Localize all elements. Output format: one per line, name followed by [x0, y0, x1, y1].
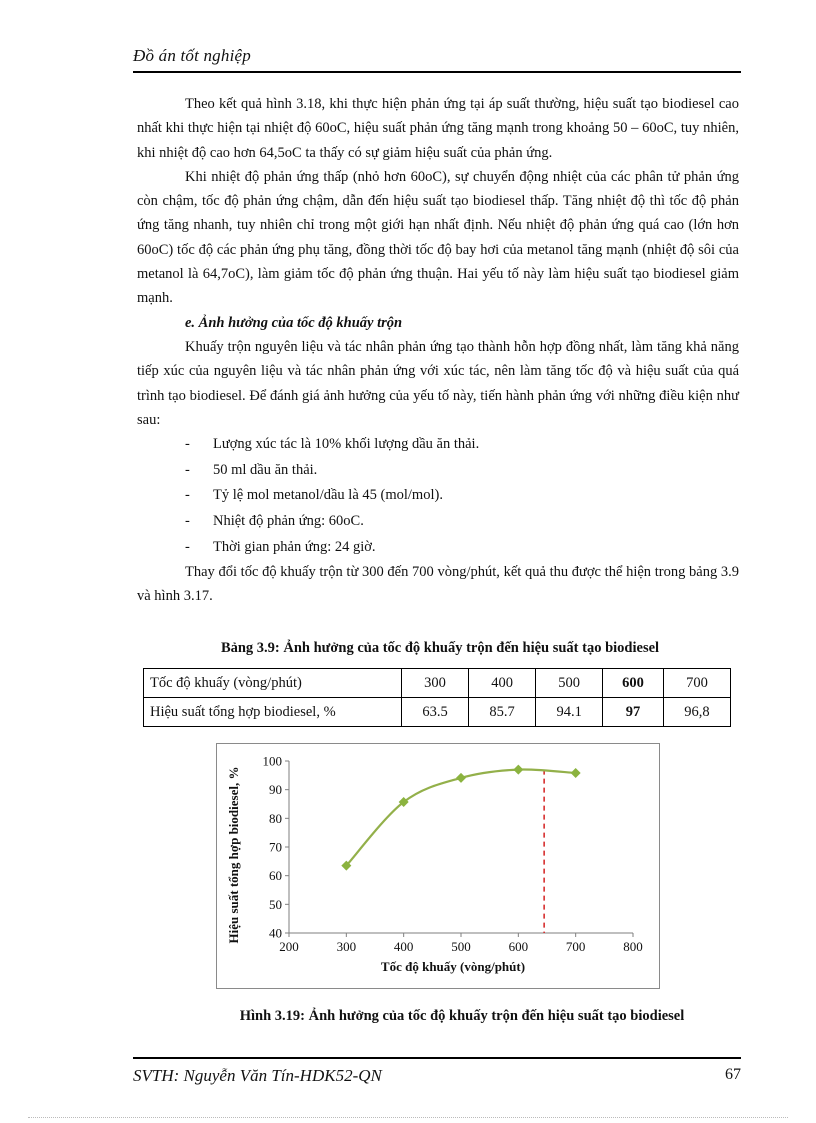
x-axis-title: Tốc độ khuấy (vòng/phút) — [380, 959, 526, 974]
table-cell: 97 — [603, 698, 664, 727]
paragraph-2: Khi nhiệt độ phản ứng thấp (nhỏ hơn 60oC), sự chuyển động nhiệt của các phân tử phản ứng còn chậm, tốc độ phản ứng chậm, dẫn đến hiệu suất tạo biodiesel thấp. Tăng nhiệt độ thì tốc độ phản ứng tăng nhanh, tuy nhiên chỉ trong một giới hạn nhất định. Nếu nhiệt độ phản ứng quá cao (lớn hơn 60oC) tốc độ các phản ứng phụ tăng, đồng thời tốc độ bay hơi của metanol tăng mạnh (nhiệt độ sôi của metanol là 64,7oC), làm giảm tốc độ phản ứng thuận. Hai yếu tố này làm hiệu suất tạo biodiesel giảm mạnh. — [137, 168, 739, 307]
table-cell: 85.7 — [469, 698, 536, 727]
list-item — [137, 483, 739, 509]
stirring-speed-chart — [217, 744, 659, 988]
footer-rule — [133, 1057, 741, 1059]
list-item — [137, 432, 739, 458]
y-tick-label: 60 — [269, 868, 282, 884]
table-row — [144, 698, 731, 727]
list-item — [137, 509, 739, 535]
figure-caption: Hình 3.19: Ảnh hưởng của tốc độ khuấy trộn đến hiệu suất tạo biodiesel — [239, 1008, 685, 1024]
list-item-text: Thời gian phản ứng: 24 giờ. — [213, 538, 376, 555]
chart-frame — [216, 743, 660, 989]
bullet-dash: - — [185, 512, 190, 529]
table-cell: 300 — [402, 669, 469, 698]
x-tick-label: 400 — [393, 939, 414, 954]
table-row-label: Tốc độ khuấy (vòng/phút) — [144, 669, 402, 698]
y-tick-label: 100 — [262, 753, 282, 769]
list-item — [137, 535, 739, 561]
list-item-text: Tỷ lệ mol metanol/dầu là 45 (mol/mol). — [213, 487, 443, 504]
data-point-marker — [513, 765, 523, 775]
bullet-dash: - — [185, 538, 190, 555]
page-header-title: Đồ án tốt nghiệp — [133, 46, 251, 65]
x-tick-label: 300 — [336, 939, 357, 954]
paragraph-1: Theo kết quả hình 3.18, khi thực hiện phản ứng tại áp suất thường, hiệu suất tạo biodiesel cao nhất khi thực hiện tại nhiệt độ 60oC, hiệu suất phản ứng tăng mạnh trong khoảng 50 – 60oC, tuy nhiên, khi nhiệt độ cao hơn 64,5oC ta thấy có sự giảm hiệu suất của phản ứng. — [137, 96, 739, 161]
x-tick-label: 600 — [508, 939, 529, 954]
y-tick-label: 90 — [269, 782, 282, 798]
series-line — [346, 769, 575, 865]
section-subheading: e. Ảnh hưởng của tốc độ khuấy trộn — [185, 314, 403, 331]
list-item — [137, 458, 739, 484]
list-item-text: Nhiệt độ phản ứng: 60oC. — [213, 512, 364, 529]
results-table — [143, 668, 731, 727]
x-tick-label: 500 — [451, 939, 471, 954]
page-edge-divider — [28, 1117, 788, 1118]
data-point-marker — [571, 768, 581, 778]
table-cell: 500 — [536, 669, 603, 698]
table-row — [144, 669, 731, 698]
table-cell: 63.5 — [402, 698, 469, 727]
paragraph-3: Khuấy trộn nguyên liệu và tác nhân phản ứng tạo thành hỗn hợp đồng nhất, làm tăng khả năng tiếp xúc của nguyên liệu và tác nhân phản ứng với xúc tác, nên làm tăng tốc độ và hiệu suất của quá trình tạo biodiesel. Để đánh giá ảnh hưởng của yếu tố này, tiến hành phản ứng với những điều kiện như sau: — [137, 338, 739, 428]
list-item-text: 50 ml dầu ăn thải. — [213, 461, 318, 478]
y-tick-label: 80 — [269, 810, 282, 826]
y-tick-label: 40 — [269, 925, 282, 941]
y-tick-label: 70 — [269, 839, 282, 855]
bullet-dash: - — [185, 461, 190, 478]
page-number: 67 — [725, 1066, 741, 1083]
paragraph-4: Thay đổi tốc độ khuấy trộn từ 300 đến 700 vòng/phút, kết quả thu được thể hiện trong bảng 3.9 và hình 3.17. — [137, 564, 739, 605]
conditions-list — [137, 432, 739, 560]
table-cell: 94.1 — [536, 698, 603, 727]
table-cell: 96,8 — [663, 698, 730, 727]
x-tick-label: 200 — [279, 939, 299, 954]
table-caption: Bảng 3.9: Ảnh hưởng của tốc độ khuấy trộn đến hiệu suất tạo biodiesel — [220, 640, 660, 656]
list-item-text: Lượng xúc tác là 10% khối lượng dầu ăn thải. — [213, 436, 480, 453]
bullet-dash: - — [185, 436, 190, 453]
data-point-marker — [456, 773, 466, 783]
body-text — [137, 92, 739, 609]
footer-author: SVTH: Nguyễn Văn Tín-HDK52-QN — [133, 1066, 382, 1085]
x-tick-label: 700 — [565, 939, 586, 954]
y-axis-title: Hiệu suất tổng hợp biodiesel, % — [226, 766, 241, 944]
header-rule — [133, 71, 741, 73]
y-tick-label: 50 — [269, 896, 282, 912]
table-row-label: Hiệu suất tổng hợp biodiesel, % — [144, 698, 402, 727]
table-cell: 600 — [603, 669, 664, 698]
bullet-dash: - — [185, 487, 190, 504]
x-tick-label: 800 — [623, 939, 643, 954]
table-cell: 400 — [469, 669, 536, 698]
table-cell: 700 — [663, 669, 730, 698]
